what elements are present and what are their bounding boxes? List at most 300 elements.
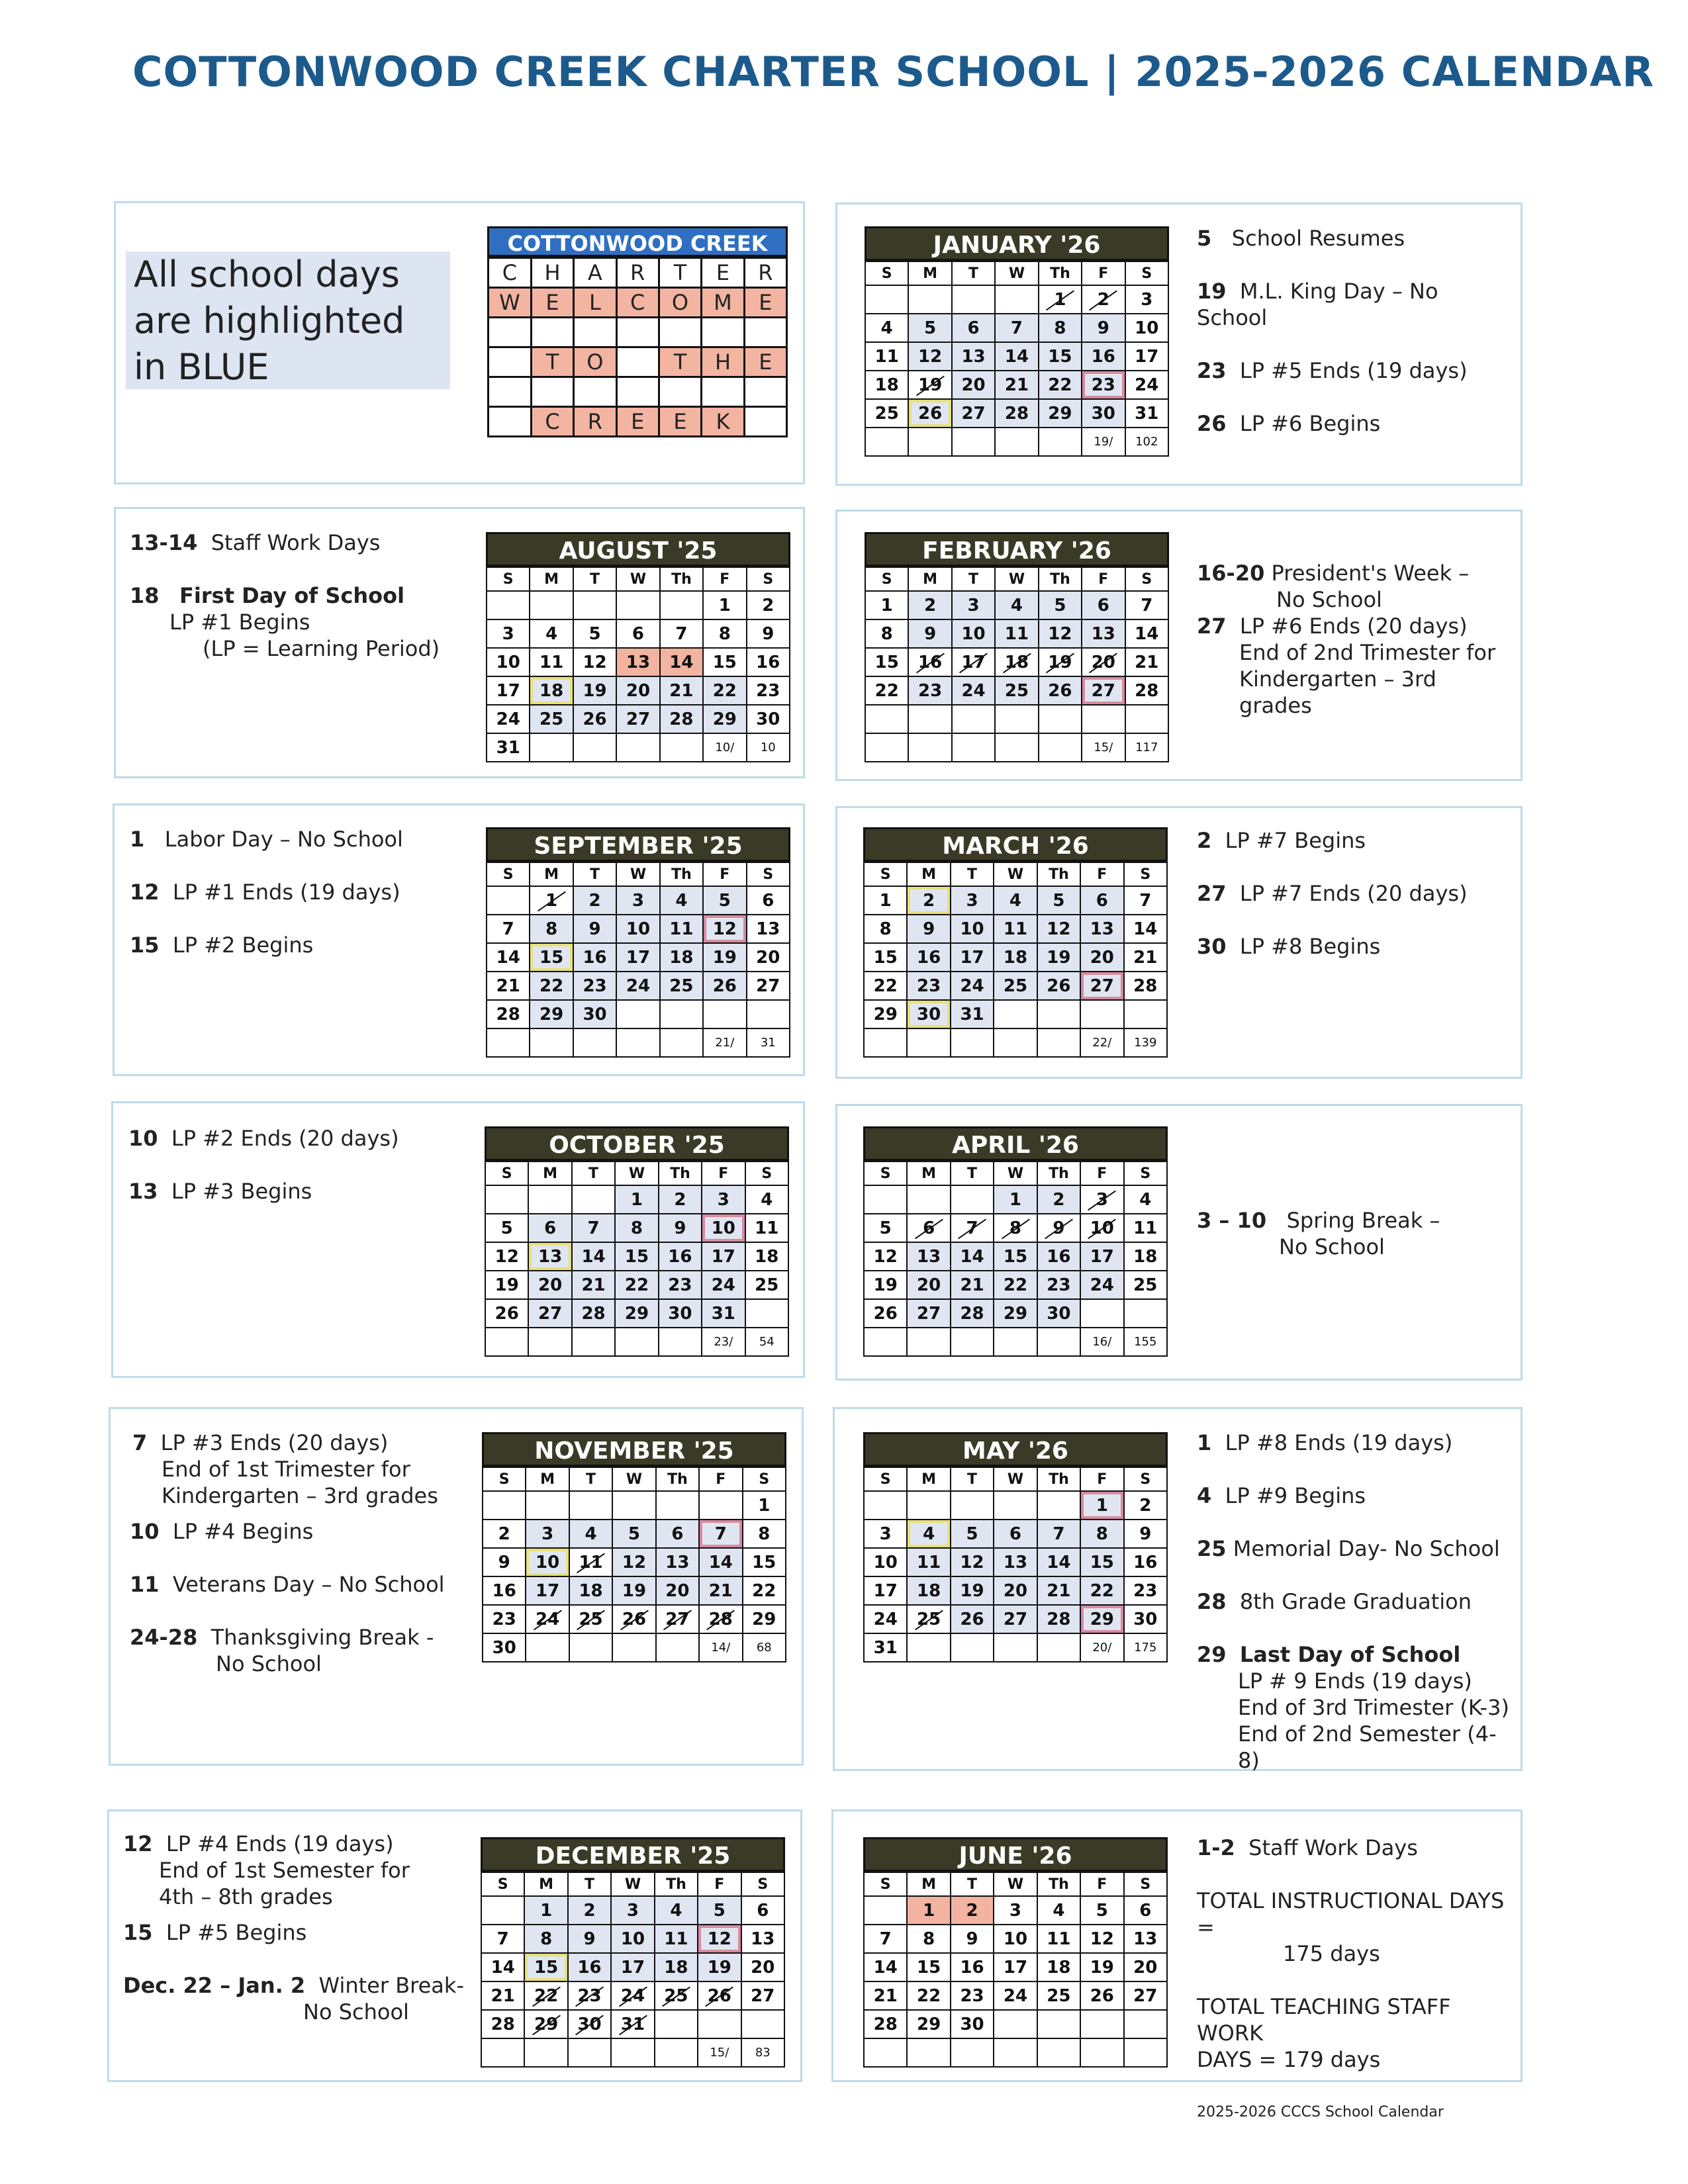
event-date: 1-2: [1197, 1835, 1235, 1860]
day-cell: 7: [660, 619, 703, 648]
day-cell: 12: [612, 1548, 655, 1576]
welcome-cell: E: [744, 347, 786, 377]
day-cell: 27: [528, 1299, 571, 1328]
day-cell: [994, 1328, 1037, 1356]
day-cell: 22: [994, 1271, 1037, 1299]
day-cell: 16: [659, 1242, 702, 1271]
day-cell: 9: [573, 915, 616, 943]
day-cell: 22: [743, 1576, 786, 1605]
day-cell: 18: [1037, 1953, 1080, 1981]
weekday-header: Th: [1039, 261, 1082, 285]
day-cell: 13: [1124, 1925, 1167, 1953]
day-cell: 10: [611, 1925, 654, 1953]
event-detail: End of 1st Trimester for: [162, 1457, 410, 1482]
day-cell: 12: [951, 1548, 994, 1576]
day-cell: 10: [952, 619, 995, 648]
day-cell: 14: [951, 1242, 994, 1271]
day-cell: [864, 1491, 907, 1520]
day-cell: [698, 2010, 741, 2038]
day-cell: 26: [1039, 676, 1082, 705]
event-detail: Kindergarten – 3rd grades: [1239, 666, 1436, 718]
day-cell: [741, 2010, 784, 2038]
welcome-cell: R: [744, 258, 786, 288]
day-cell: 9: [659, 1214, 702, 1242]
day-cell: 7: [572, 1214, 615, 1242]
weekday-header: M: [528, 1161, 571, 1185]
day-cell: 13: [1082, 619, 1125, 648]
day-cell: 4: [530, 619, 573, 648]
day-cell: 31: [702, 1299, 745, 1328]
weekday-header: W: [616, 862, 659, 886]
day-cell: [907, 1028, 950, 1057]
day-cell: 27: [741, 1981, 784, 2010]
event-date: 30: [1197, 934, 1227, 959]
day-cell: 20: [907, 1271, 950, 1299]
day-cell: [616, 733, 659, 762]
day-cell: 14: [995, 342, 1038, 371]
weekday-header: S: [743, 1467, 786, 1491]
weekday-header: Th: [1037, 1161, 1080, 1185]
day-cell: [995, 705, 1038, 733]
day-cell: [660, 733, 703, 762]
event-date: 1: [130, 827, 145, 852]
event-text: LP #5 Begins: [165, 1920, 307, 1945]
day-cell: 8: [1080, 1520, 1123, 1548]
day-cell: [1080, 2038, 1123, 2067]
day-cell: [1124, 1000, 1167, 1028]
event-detail: LP #1 Begins: [169, 610, 310, 635]
day-cell: [573, 1028, 616, 1057]
day-cell: 16: [573, 943, 616, 972]
welcome-cell: [574, 377, 616, 407]
day-cell: 17: [1125, 342, 1168, 371]
day-cell: [487, 591, 530, 619]
cumulative-day-count: 117: [1125, 733, 1168, 762]
day-cell: [994, 1633, 1037, 1662]
day-cell: 27: [747, 972, 790, 1000]
day-cell: 20: [1124, 1953, 1167, 1981]
events-october: [128, 1125, 459, 1231]
day-cell: 8: [994, 1214, 1037, 1242]
day-cell: [528, 1185, 571, 1214]
day-cell: 26: [703, 972, 746, 1000]
day-cell: [745, 1299, 788, 1328]
day-cell: 6: [747, 886, 790, 915]
welcome-cell: E: [744, 288, 786, 318]
day-cell: 9: [951, 1925, 994, 1953]
month-title: SEPTEMBER '25: [486, 827, 790, 862]
day-cell: 25: [1124, 1271, 1167, 1299]
weekday-header: Th: [1039, 567, 1082, 591]
weekday-header: S: [1124, 862, 1167, 886]
day-cell: 6: [1124, 1896, 1167, 1925]
month-day-count: 16/: [1080, 1328, 1123, 1356]
day-cell: 5: [703, 886, 746, 915]
day-cell: 11: [907, 1548, 950, 1576]
day-cell: 4: [995, 591, 1038, 619]
event-detail: No School: [1279, 1234, 1385, 1259]
event-date: 15: [130, 933, 160, 958]
cumulative-day-count: 68: [743, 1633, 786, 1662]
calendar-august: [486, 532, 790, 762]
day-cell: [660, 591, 703, 619]
welcome-cell: [616, 347, 659, 377]
day-cell: 22: [524, 1981, 567, 2010]
day-cell: 7: [864, 1925, 907, 1953]
month-day-count: 14/: [699, 1633, 742, 1662]
day-cell: [485, 1328, 528, 1356]
day-cell: 14: [481, 1953, 524, 1981]
day-cell: 12: [485, 1242, 528, 1271]
welcome-cell: [616, 318, 659, 347]
day-cell: [747, 1000, 790, 1028]
day-cell: [612, 1633, 655, 1662]
weekday-header: W: [612, 1467, 655, 1491]
day-cell: 30: [951, 2010, 994, 2038]
weekday-header: T: [568, 1872, 611, 1896]
day-cell: [524, 2038, 567, 2067]
day-cell: [572, 1328, 615, 1356]
day-cell: [526, 1633, 569, 1662]
weekday-header: W: [616, 567, 659, 591]
event-detail: End of 2nd Trimester for: [1239, 640, 1496, 665]
day-cell: 2: [483, 1520, 526, 1548]
day-cell: 28: [951, 1299, 994, 1328]
day-cell: 10: [526, 1548, 569, 1576]
day-cell: [952, 285, 995, 314]
weekday-header: S: [1124, 1467, 1167, 1491]
day-cell: [659, 1328, 702, 1356]
event-date: 12: [123, 1831, 153, 1856]
day-cell: 6: [1082, 591, 1125, 619]
day-cell: 26: [951, 1605, 994, 1633]
calendar-january: [865, 226, 1169, 457]
event-text: M.L. King Day – No School: [1197, 279, 1438, 330]
weekday-header: S: [487, 862, 530, 886]
events-march: [1197, 827, 1515, 986]
day-cell: 6: [528, 1214, 571, 1242]
day-cell: 20: [616, 676, 659, 705]
day-cell: 22: [865, 676, 908, 705]
welcome-cell: [531, 377, 573, 407]
weekday-header: F: [1080, 862, 1123, 886]
day-cell: 29: [530, 1000, 573, 1028]
day-cell: 13: [656, 1548, 699, 1576]
weekday-header: F: [699, 1467, 742, 1491]
day-cell: 9: [1124, 1520, 1167, 1548]
weekday-header: W: [995, 567, 1038, 591]
welcome-cell: C: [531, 407, 573, 437]
day-cell: [616, 591, 659, 619]
month-title: MARCH '26: [863, 827, 1168, 862]
day-cell: [908, 733, 951, 762]
day-cell: 4: [660, 886, 703, 915]
day-cell: 26: [1037, 972, 1080, 1000]
day-cell: [530, 591, 573, 619]
weekday-header: W: [994, 1467, 1037, 1491]
event-date: 1: [1197, 1430, 1212, 1455]
day-cell: 24: [951, 972, 994, 1000]
day-cell: 27: [1124, 1981, 1167, 2010]
day-cell: 10: [702, 1214, 745, 1242]
day-cell: 17: [487, 676, 530, 705]
day-cell: 18: [1124, 1242, 1167, 1271]
events-april: [1197, 1207, 1515, 1260]
event-date: 13: [128, 1179, 158, 1204]
day-cell: [951, 1491, 994, 1520]
day-cell: 26: [908, 399, 951, 428]
day-cell: 10: [1080, 1214, 1123, 1242]
legend-line-1: All school days: [134, 253, 400, 295]
day-cell: 26: [864, 1299, 907, 1328]
day-cell: [1037, 1328, 1080, 1356]
day-cell: 31: [864, 1633, 907, 1662]
welcome-cell: [489, 347, 532, 377]
day-cell: [908, 285, 951, 314]
event-text: LP #3 Begins: [171, 1179, 312, 1204]
day-cell: 29: [994, 1299, 1037, 1328]
day-cell: 24: [994, 1981, 1037, 2010]
event-date: 13-14: [130, 530, 198, 555]
welcome-cell: W: [489, 288, 532, 318]
day-cell: 8: [615, 1214, 658, 1242]
event-date: 5: [1197, 226, 1212, 251]
day-cell: [995, 733, 1038, 762]
welcome-cell: T: [531, 347, 573, 377]
weekday-header: W: [615, 1161, 658, 1185]
day-cell: 7: [1125, 591, 1168, 619]
weekday-header: S: [487, 567, 530, 591]
event-date: 4: [1197, 1483, 1212, 1508]
day-cell: 29: [1039, 399, 1082, 428]
weekday-header: W: [994, 1161, 1037, 1185]
day-cell: 6: [741, 1896, 784, 1925]
cumulative-day-count: 102: [1125, 428, 1168, 456]
day-cell: 16: [951, 1953, 994, 1981]
day-cell: 30: [573, 1000, 616, 1028]
welcome-cell: [489, 377, 532, 407]
day-cell: [995, 285, 1038, 314]
day-cell: [487, 886, 530, 915]
day-cell: [995, 428, 1038, 456]
day-cell: 10: [1125, 314, 1168, 342]
weekday-header: F: [1082, 567, 1125, 591]
day-cell: 9: [1082, 314, 1125, 342]
day-cell: 25: [995, 676, 1038, 705]
day-cell: 27: [656, 1605, 699, 1633]
day-cell: 12: [908, 342, 951, 371]
weekday-header: S: [864, 1467, 907, 1491]
day-cell: 15: [615, 1242, 658, 1271]
month-title: OCTOBER '25: [485, 1126, 789, 1161]
day-cell: 15: [1080, 1548, 1123, 1576]
day-cell: 28: [481, 2010, 524, 2038]
day-cell: 18: [995, 648, 1038, 676]
calendar-november: [482, 1432, 786, 1662]
day-cell: 17: [611, 1953, 654, 1981]
day-cell: 20: [656, 1576, 699, 1605]
day-cell: [864, 1185, 907, 1214]
event-date: 15: [123, 1920, 153, 1945]
weekday-header: F: [703, 862, 746, 886]
day-cell: 30: [659, 1299, 702, 1328]
event-date: 26: [1197, 411, 1227, 436]
day-cell: 14: [699, 1548, 742, 1576]
day-cell: [864, 1896, 907, 1925]
day-cell: 22: [703, 676, 746, 705]
day-cell: 14: [1125, 619, 1168, 648]
event-text: Memorial Day- No School: [1233, 1536, 1500, 1561]
weekday-header: S: [864, 1161, 907, 1185]
day-cell: 3: [952, 591, 995, 619]
month-day-count: 19/: [1082, 428, 1125, 456]
day-cell: 14: [572, 1242, 615, 1271]
day-cell: 14: [1124, 915, 1167, 943]
day-cell: 15: [743, 1548, 786, 1576]
day-cell: 24: [611, 1981, 654, 2010]
weekday-header: W: [995, 261, 1038, 285]
day-cell: 12: [1080, 1925, 1123, 1953]
day-cell: [908, 428, 951, 456]
day-cell: 21: [487, 972, 530, 1000]
event-text: Spring Break –: [1286, 1208, 1440, 1233]
weekday-header: M: [907, 1872, 950, 1896]
weekday-header: S: [1124, 1161, 1167, 1185]
day-cell: 26: [485, 1299, 528, 1328]
day-cell: [994, 2010, 1037, 2038]
day-cell: 31: [487, 733, 530, 762]
day-cell: 29: [864, 1000, 907, 1028]
day-cell: 8: [703, 619, 746, 648]
weekday-header: S: [864, 1872, 907, 1896]
weekday-header: M: [530, 862, 573, 886]
day-cell: 10: [487, 648, 530, 676]
day-cell: 31: [1125, 399, 1168, 428]
month-day-count: 15/: [698, 2038, 741, 2067]
day-cell: 4: [907, 1520, 950, 1548]
day-cell: 18: [530, 676, 573, 705]
day-cell: 25: [745, 1271, 788, 1299]
day-cell: [1037, 2038, 1080, 2067]
day-cell: 11: [995, 619, 1038, 648]
day-cell: 25: [569, 1605, 612, 1633]
day-cell: 4: [1124, 1185, 1167, 1214]
day-cell: 19: [703, 943, 746, 972]
day-cell: [951, 1185, 994, 1214]
event-detail: No School: [216, 1651, 322, 1676]
events-may: [1197, 1430, 1515, 1774]
day-cell: 17: [526, 1576, 569, 1605]
day-cell: 7: [481, 1925, 524, 1953]
day-cell: 23: [1124, 1576, 1167, 1605]
weekday-header: S: [1125, 567, 1168, 591]
welcome-cell: T: [659, 347, 701, 377]
day-cell: 19: [698, 1953, 741, 1981]
weekday-header: F: [703, 567, 746, 591]
day-cell: 23: [573, 972, 616, 1000]
day-cell: 19: [612, 1576, 655, 1605]
day-cell: 20: [747, 943, 790, 972]
day-cell: 7: [951, 1214, 994, 1242]
day-cell: 23: [659, 1271, 702, 1299]
weekday-header: T: [573, 862, 616, 886]
event-date: 10: [128, 1126, 158, 1151]
weekday-header: Th: [1037, 1872, 1080, 1896]
day-cell: 11: [745, 1214, 788, 1242]
calendar-october: [485, 1126, 789, 1357]
event-date: 27: [1197, 881, 1227, 906]
day-cell: [530, 733, 573, 762]
day-cell: 15: [703, 648, 746, 676]
day-cell: [660, 1028, 703, 1057]
weekday-header: M: [908, 567, 951, 591]
day-cell: [1039, 733, 1082, 762]
day-cell: 28: [572, 1299, 615, 1328]
day-cell: [526, 1491, 569, 1520]
total-staff-days-value: DAYS = 179 days: [1197, 2047, 1381, 2072]
day-cell: 23: [907, 972, 950, 1000]
day-cell: 8: [865, 619, 908, 648]
day-cell: 25: [865, 399, 908, 428]
day-cell: 2: [1037, 1185, 1080, 1214]
day-cell: [481, 1896, 524, 1925]
event-text: First Day of School: [179, 583, 405, 608]
event-date: 3 – 10: [1197, 1208, 1267, 1233]
day-cell: 12: [1037, 915, 1080, 943]
day-cell: 29: [907, 2010, 950, 2038]
day-cell: [616, 1028, 659, 1057]
day-cell: 2: [573, 886, 616, 915]
day-cell: 21: [995, 371, 1038, 399]
day-cell: 29: [743, 1605, 786, 1633]
day-cell: 24: [864, 1605, 907, 1633]
day-cell: 28: [995, 399, 1038, 428]
day-cell: 25: [1037, 1981, 1080, 2010]
welcome-cell: R: [574, 407, 616, 437]
day-cell: 3: [526, 1520, 569, 1548]
day-cell: 22: [530, 972, 573, 1000]
day-cell: 30: [747, 705, 790, 733]
calendar-september: [486, 827, 790, 1058]
day-cell: 9: [907, 915, 950, 943]
day-cell: [864, 1328, 907, 1356]
event-text: LP #3 Ends (20 days): [160, 1430, 389, 1455]
day-cell: 17: [864, 1576, 907, 1605]
day-cell: 15: [907, 1953, 950, 1981]
day-cell: 21: [864, 1981, 907, 2010]
day-cell: 22: [907, 1981, 950, 2010]
day-cell: 30: [483, 1633, 526, 1662]
welcome-grid: [487, 226, 788, 437]
total-staff-days: TOTAL TEACHING STAFF WORK: [1197, 1994, 1451, 2046]
day-cell: 17: [616, 943, 659, 972]
weekday-header: Th: [660, 567, 703, 591]
calendar-may: [863, 1432, 1168, 1662]
day-cell: 14: [487, 943, 530, 972]
day-cell: [907, 1328, 950, 1356]
welcome-cell: C: [489, 258, 532, 288]
day-cell: 28: [487, 1000, 530, 1028]
day-cell: 4: [655, 1896, 698, 1925]
day-cell: [1124, 2038, 1167, 2067]
day-cell: [615, 1328, 658, 1356]
day-cell: [1080, 1000, 1123, 1028]
day-cell: 30: [1037, 1299, 1080, 1328]
day-cell: 11: [530, 648, 573, 676]
day-cell: 1: [994, 1185, 1037, 1214]
day-cell: 16: [1037, 1242, 1080, 1271]
day-cell: 26: [1080, 1981, 1123, 2010]
